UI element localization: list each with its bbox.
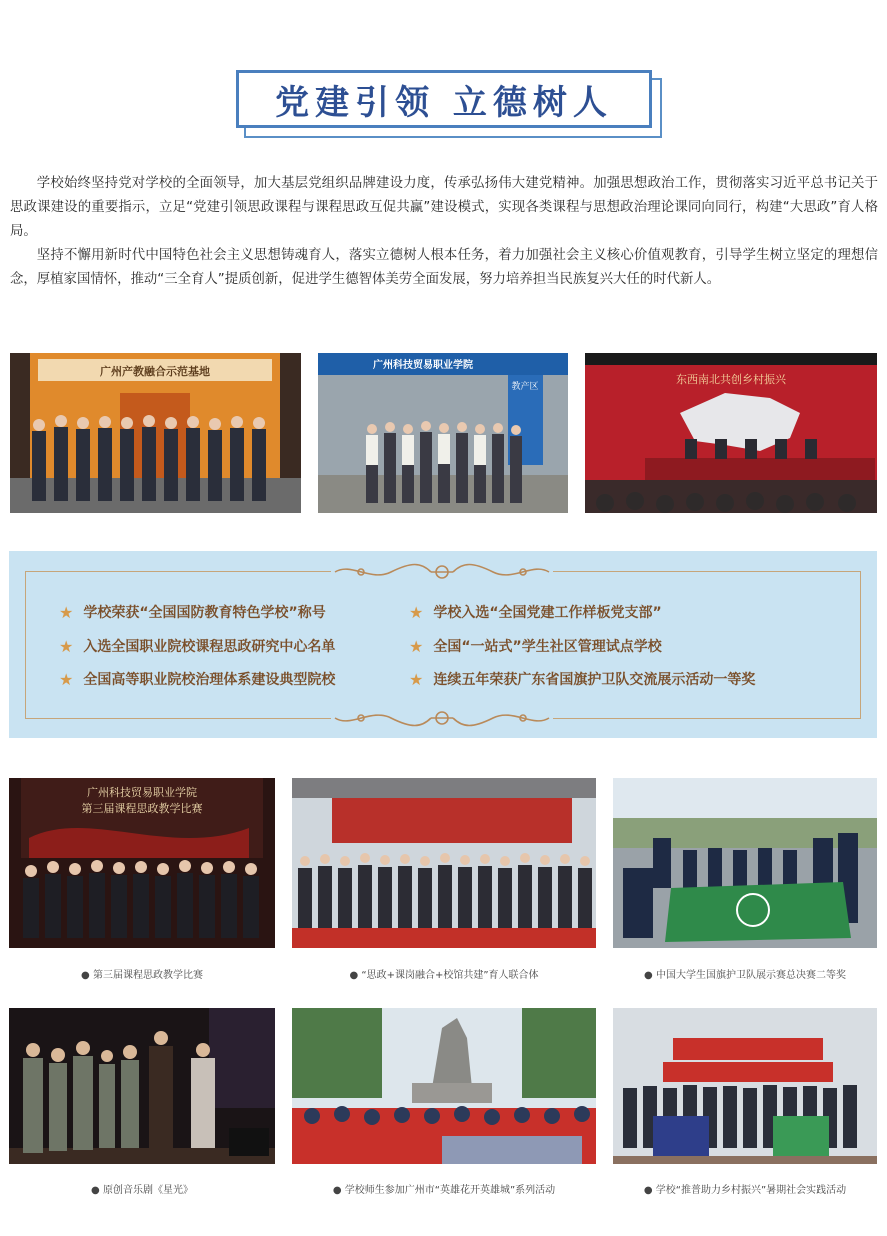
honor-item bbox=[59, 669, 335, 689]
honor-text: 入选全国职业院校课程思政研究中心名单 bbox=[83, 639, 336, 655]
honor-item bbox=[59, 602, 326, 622]
honor-text: 全国“一站式”学生社区管理试点学校 bbox=[433, 639, 662, 655]
star-icon: ★ bbox=[59, 636, 74, 656]
photo-sign-text: 广州产教融合示范基地 bbox=[100, 365, 210, 378]
photo-sign-text: 广州科技贸易职业学院 bbox=[87, 786, 197, 799]
honor-text: 全国高等职业院校治理体系建设典型院校 bbox=[83, 672, 336, 688]
photo-industry-base bbox=[10, 353, 301, 513]
honor-item bbox=[409, 636, 662, 656]
photo-caption: ● 第三届课程思政教学比赛 bbox=[81, 970, 203, 981]
honor-item bbox=[59, 636, 335, 656]
honor-item bbox=[409, 669, 755, 689]
photo-joint-education bbox=[292, 778, 596, 948]
ornament-top-icon bbox=[331, 560, 553, 584]
star-icon: ★ bbox=[59, 669, 74, 689]
photo-sign-text: 第三届课程思政教学比赛 bbox=[81, 802, 203, 815]
ornament-bottom-icon bbox=[331, 706, 553, 730]
star-icon: ★ bbox=[409, 669, 424, 689]
intro-paragraph-2: 坚持不懈用新时代中国特色社会主义思想铸魂育人，落实立德树人根本任务，着力加强社会主义核心价值观教育，引导学生树立坚定的理想信念，厚植家国情怀，推动“三全育人”提质创新，促进学生德智体美劳全面发展，努力培养担当民族复兴大任的时代新人。 bbox=[10, 248, 878, 287]
star-icon: ★ bbox=[409, 636, 424, 656]
star-icon: ★ bbox=[409, 602, 424, 622]
photo-teaching-contest bbox=[9, 778, 275, 948]
photo-college-gate bbox=[318, 353, 568, 513]
photo-caption: ● 学校“推普助力乡村振兴”暑期社会实践活动 bbox=[643, 1185, 847, 1196]
photo-side-sign: 教产区 bbox=[511, 382, 539, 392]
photo-caption: ● “思政+课岗融合+校馆共建”育人联合体 bbox=[349, 970, 539, 981]
honor-item bbox=[409, 602, 662, 622]
honor-text: 连续五年荣获广东省国旗护卫队交流展示活动一等奖 bbox=[433, 672, 756, 688]
honor-text: 学校入选“全国党建工作样板党支部” bbox=[433, 605, 662, 621]
title-box bbox=[236, 70, 660, 136]
honors-panel bbox=[9, 551, 877, 738]
photo-musical bbox=[9, 1008, 275, 1164]
photo-rural-revitalization bbox=[585, 353, 877, 513]
photo-caption: ● 中国大学生国旗护卫队展示赛总决赛二等奖 bbox=[644, 970, 846, 981]
photo-flag-guard bbox=[613, 778, 877, 948]
title-frame bbox=[236, 70, 652, 128]
page-title: 党建引领 立德树人 bbox=[275, 82, 613, 123]
intro-paragraph-1: 学校始终坚持党对学校的全面领导，加大基层党组织品牌建设力度，传承弘扬伟大建党精神。加强思想政治工作，贯彻落实习近平总书记关于思政课建设的重要指示，立足“党建引领思政课程与课程思政互促共赢”建设模式，实现各类课程与思想政治理论课同向同行，构建“大思政”育人格局。 bbox=[10, 176, 878, 239]
photo-sign-text: 广州科技贸易职业学院 bbox=[373, 360, 473, 371]
photo-caption: ● 原创音乐剧《星光》 bbox=[91, 1185, 193, 1196]
star-icon: ★ bbox=[59, 602, 74, 622]
photo-caption: ● 学校师生参加广州市“英雄花开英雄城”系列活动 bbox=[332, 1185, 556, 1196]
photo-heroic-city bbox=[292, 1008, 596, 1164]
honor-text: 学校荣获“全国国防教育特色学校”称号 bbox=[83, 605, 326, 621]
photo-rural-practice bbox=[613, 1008, 877, 1164]
photo-sign-text: 东西南北共创乡村振兴 bbox=[676, 373, 786, 386]
intro-text bbox=[10, 172, 878, 292]
